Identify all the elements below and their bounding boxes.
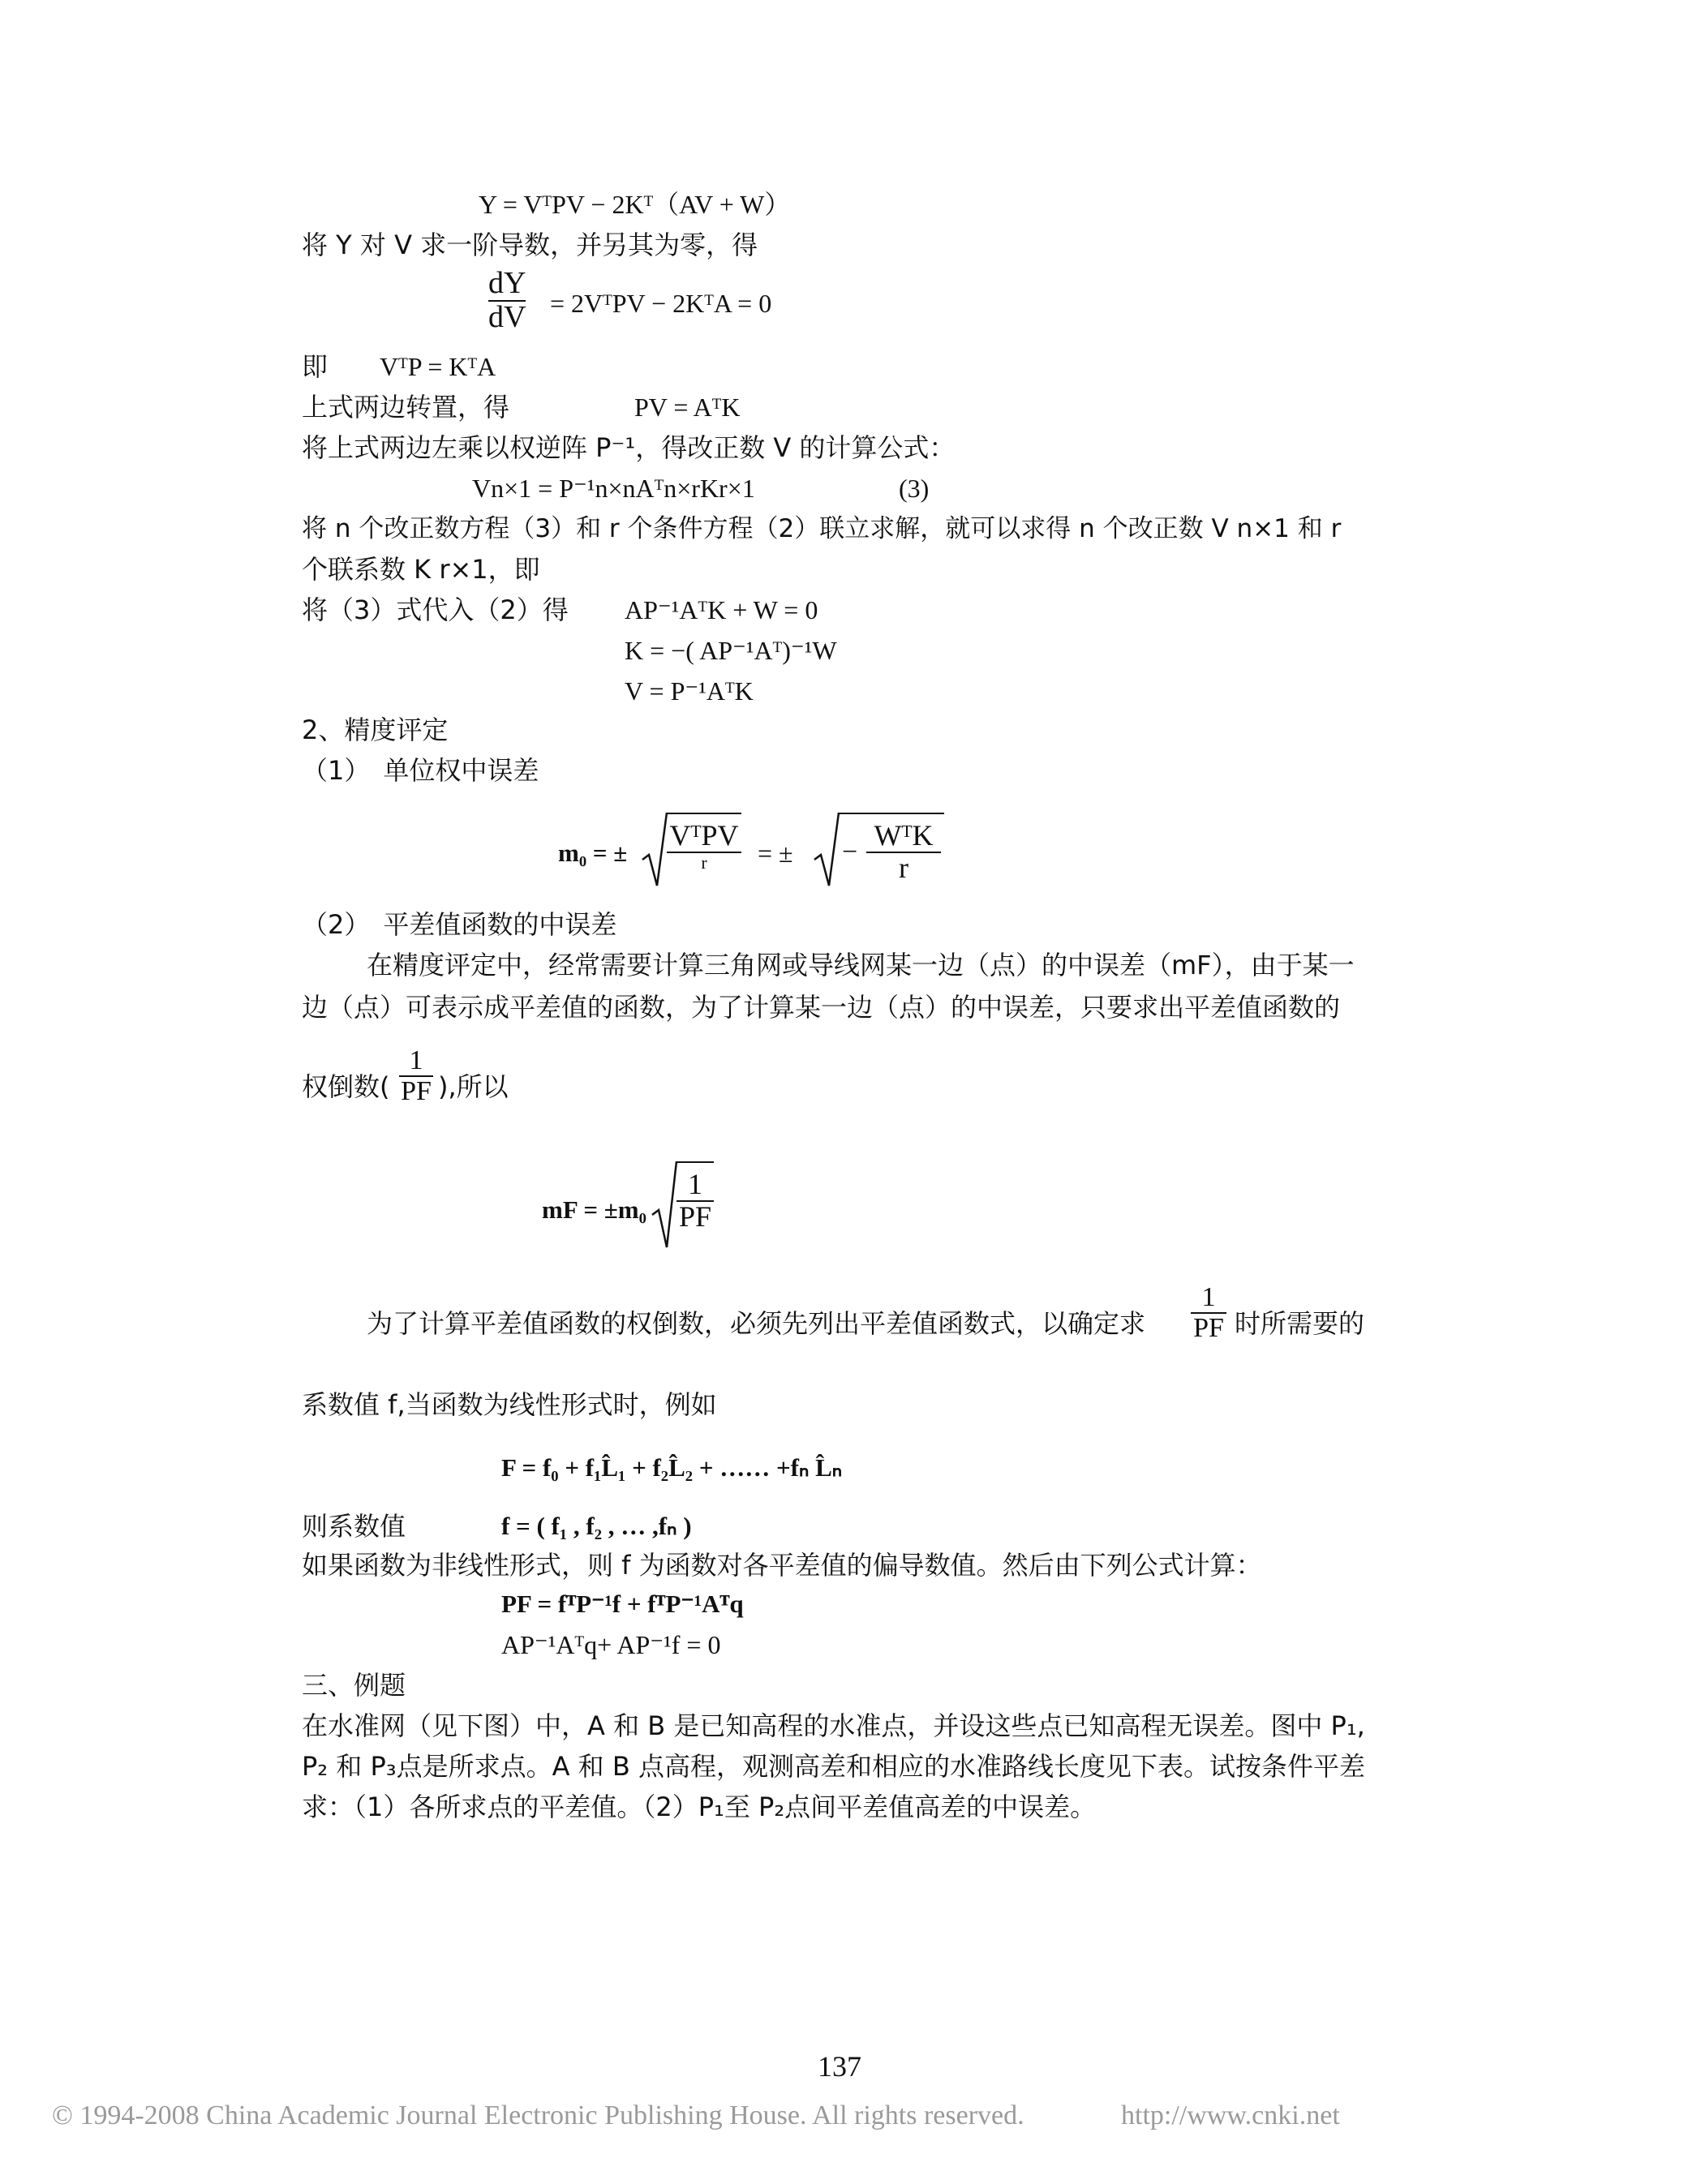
fraction-denominator: r [701, 852, 707, 873]
equation-pf: PF = fᵀP⁻¹f + fᵀP⁻¹Aᵀq [501, 1590, 744, 1618]
equation-derivative: = 2VᵀPV − 2KᵀA = 0 [550, 289, 772, 318]
example-line-3: 求：（1）各所求点的平差值。（2）P₁至 P₂点间平差值高差的中误差。 [302, 1791, 1097, 1822]
equation-lagrangian: Y = VᵀPV − 2Kᵀ（AV + W） [479, 190, 791, 219]
radicand-3 [676, 1161, 714, 1244]
paragraph-line-1: 在精度评定中，经常需要计算三角网或导线网某一边（点）的中误差（mF），由于某一 [367, 950, 1355, 980]
equation-coefficient-vector: f = ( f₁ , f₂ , … ,fₙ ) [501, 1512, 692, 1540]
text-ji: 即 [302, 351, 329, 382]
equation-k: K = −( AP⁻¹Aᵀ)⁻¹W [625, 636, 837, 665]
radicand-1 [667, 813, 741, 886]
fraction-1-pf [399, 1046, 433, 1105]
radical-sign-3 [651, 1160, 678, 1251]
text-derivative-intro: 将 Y 对 V 求一阶导数，并另其为零，得 [302, 230, 758, 260]
fraction-1-pf-inline [1191, 1283, 1226, 1342]
text-transpose: 上式两边转置，得 [302, 392, 510, 423]
example-line-1: 在水准网（见下图）中，A 和 B 是已知高程的水准点，并设这些点已知高程无误差。图中 P₁, [302, 1710, 1365, 1741]
m0-lhs: m₀ = ± [558, 839, 628, 867]
equation-function-f: F = f₀ + f₁L̂₁ + f₂L̂₂ + …… +fₙ L̂ₙ [501, 1453, 843, 1482]
equation-vtp: VᵀP = KᵀA [380, 352, 496, 381]
paragraph-coefficient-intro: 为了计算平差值函数的权倒数，必须先列出平差值函数式，以确定求 [367, 1308, 1146, 1339]
equation-v: V = P⁻¹AᵀK [625, 676, 754, 706]
fraction-1-pf-root [676, 1169, 714, 1233]
example-line-2: P₂ 和 P₃点是所求点。A 和 B 点高程，观测高差和相应的水准路线长度见下表。试按条件平差 [302, 1751, 1365, 1782]
text-coefficient-linear: 系数值 f,当函数为线性形式时，例如 [302, 1389, 717, 1420]
text-coefficient-values: 则系数值 [302, 1511, 406, 1542]
paragraph-line-2: 边（点）可表示成平差值的函数，为了计算某一边（点）的中误差，只要求出平差值函数的 [302, 992, 1341, 1023]
radicand-2 [839, 813, 944, 886]
footer-url: http://www.cnki.net [1121, 2100, 1340, 2130]
fraction-numerator: dY [488, 266, 526, 300]
minus-sign: − [842, 837, 858, 867]
subheading-unit-weight-error: （1） 单位权中误差 [302, 755, 539, 786]
m0-equals-pm: = ± [758, 839, 793, 868]
fraction-denominator: dV [488, 299, 526, 334]
fraction-wtk-r [866, 821, 941, 884]
fraction-numerator: 1 [688, 1168, 702, 1200]
fraction-numerator: VᵀPV [669, 819, 739, 852]
fraction-denominator: PF [678, 1199, 712, 1233]
radical-sign-1 [641, 811, 668, 889]
text-nonlinear: 如果函数为非线性形式，则 f 为函数对各平差值的偏导数值。然后由下列公式计算： [302, 1550, 1262, 1581]
text-contact-numbers: 个联系数 K r×1，即 [302, 554, 540, 585]
equation-pv: PV = AᵀK [634, 393, 741, 422]
footer-copyright: © 1994-2008 China Academic Journal Electronic Publishing House. All rights reserved. [52, 2100, 1024, 2130]
equation-normal: AP⁻¹AᵀK + W = 0 [625, 595, 818, 624]
section-heading-precision: 2、精度评定 [302, 714, 449, 745]
fraction-denominator: PF [1193, 1312, 1224, 1343]
page-number: 137 [818, 2050, 861, 2083]
radical-sign-2 [813, 811, 840, 889]
text-left-multiply: 将上式两边左乘以权逆阵 P⁻¹，得改正数 V 的计算公式： [302, 432, 956, 463]
fraction-numerator: 1 [1201, 1282, 1216, 1312]
fraction-denominator: PF [401, 1075, 432, 1106]
text-therefore: ),所以 [438, 1071, 509, 1102]
text-weight-reciprocal: 权倒数( [302, 1071, 390, 1102]
fraction-vtpv-r [667, 821, 741, 872]
fraction-numerator: 1 [409, 1045, 423, 1075]
equation-correction: Vn×1 = P⁻¹n×nAᵀn×rKr×1 [472, 474, 755, 503]
fraction-denominator: r [899, 851, 908, 884]
fraction-numerator: WᵀK [874, 819, 934, 852]
text-needed: 时所需要的 [1235, 1308, 1365, 1339]
text-solve-system: 将 n 个改正数方程（3）和 r 个条件方程（2）联立求解，就可以求得 n 个改正数 V n×1 和 r [302, 514, 1342, 543]
subheading-function-error: （2） 平差值函数的中误差 [302, 909, 617, 940]
mf-lhs: mF = ±m₀ [542, 1195, 646, 1224]
text-substitute: 将（3）式代入（2）得 [302, 594, 569, 625]
fraction-dy-dv [488, 268, 526, 334]
section-heading-example: 三、例题 [302, 1670, 406, 1701]
equation-pf-condition: AP⁻¹Aᵀq+ AP⁻¹f = 0 [501, 1630, 721, 1659]
equation-number-3: (3) [899, 474, 930, 503]
